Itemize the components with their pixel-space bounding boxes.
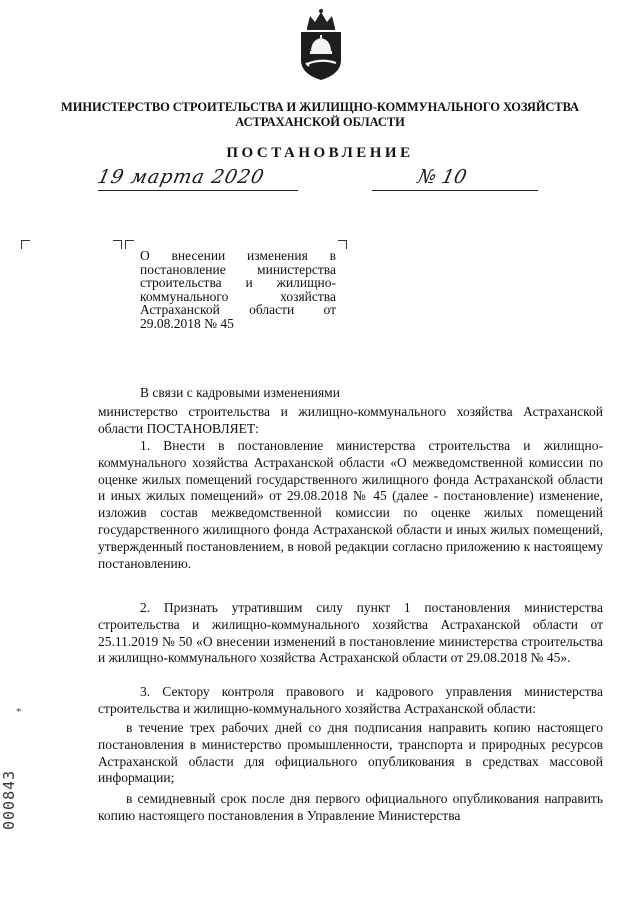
subject-line: коммунального хозяйства	[140, 288, 336, 304]
corner-mark-left	[21, 240, 30, 249]
subject-line: постановление министерства	[140, 261, 336, 277]
corner-mark-mid-right	[113, 240, 122, 249]
paragraph-3: 3. Сектору контроля правового и кадрового управления министерства строительства и жилищно-коммунального хозяйства Астраханской области:	[98, 684, 603, 716]
margin-star-mark: *	[16, 706, 22, 718]
subject-line: О внесении изменения в	[140, 248, 336, 263]
coat-of-arms-icon	[296, 8, 346, 82]
ministry-name-line2: АСТРАХАНСКОЙ ОБЛАСТИ	[235, 115, 405, 129]
subject-line: строительства и жилищно-	[140, 275, 336, 290]
document-subject	[140, 249, 336, 330]
subject-line: Астраханской области от	[140, 302, 336, 317]
ministry-name-line1: МИНИСТЕРСТВО СТРОИТЕЛЬСТВА И ЖИЛИЩНО-КОММУНАЛЬНОГО ХОЗЯЙСТВА	[61, 100, 579, 114]
number-underline	[372, 190, 538, 191]
paragraph-1: 1. Внести в постановление министерства строительства и жилищно-коммунального хозяйства Астраханской области «О межведомственной комиссии по оценке жилых помещений государственного жилищного фонда Астраханской области и иных жилых помещений» от 29.08.2018 № 45 (далее - постановление) изменение, изложив состав межведомственной комиссии по оценке жилых помещений государственного жилищного фонда Астраханской области и иных жилых помещений, утвержденный постановлением, в новой редакции согласно приложению к настоящему постановлению.	[98, 438, 603, 571]
paragraph-3b: в семидневный срок после дня первого официального опубликования направить копию настоящего постановления в Управление Министерства	[98, 791, 603, 823]
paragraph-2: 2. Признать утратившим силу пункт 1 постановления министерства строительства и жилищно-коммунального хозяйства Астраханской области от 25.11.2019 № 50 «О внесении изменений в постановление министерства строительства и жилищно-коммунального хозяйства Астраханской области от 29.08.2018 № 45».	[98, 600, 603, 666]
intro-line-1: В связи с кадровыми изменениями	[140, 385, 340, 400]
document-type-title: ПОСТАНОВЛЕНИЕ	[226, 145, 414, 161]
handwritten-number: № 10	[415, 166, 469, 188]
ministry-name	[40, 100, 600, 130]
handwritten-date: 19 марта 2020	[95, 166, 267, 188]
paragraph-3a: в течение трех рабочих дней со дня подписания направить копию настоящего постановления в министерство промышленности, транспорта и природных ресурсов Астраханской области для официального опубликования в средствах массовой информации;	[98, 720, 603, 786]
intro-paragraph: министерство строительства и жилищно-коммунального хозяйства Астраханской области ПОСТАНОВЛЯЕТ:	[98, 404, 603, 436]
corner-mark-mid-left	[125, 240, 134, 249]
coat-of-arms-emblem	[296, 8, 346, 82]
margin-stamp-number: 000843	[0, 769, 18, 830]
subject-line: 29.08.2018 № 45	[140, 315, 234, 331]
date-underline	[98, 190, 298, 191]
corner-mark-right	[338, 240, 347, 249]
